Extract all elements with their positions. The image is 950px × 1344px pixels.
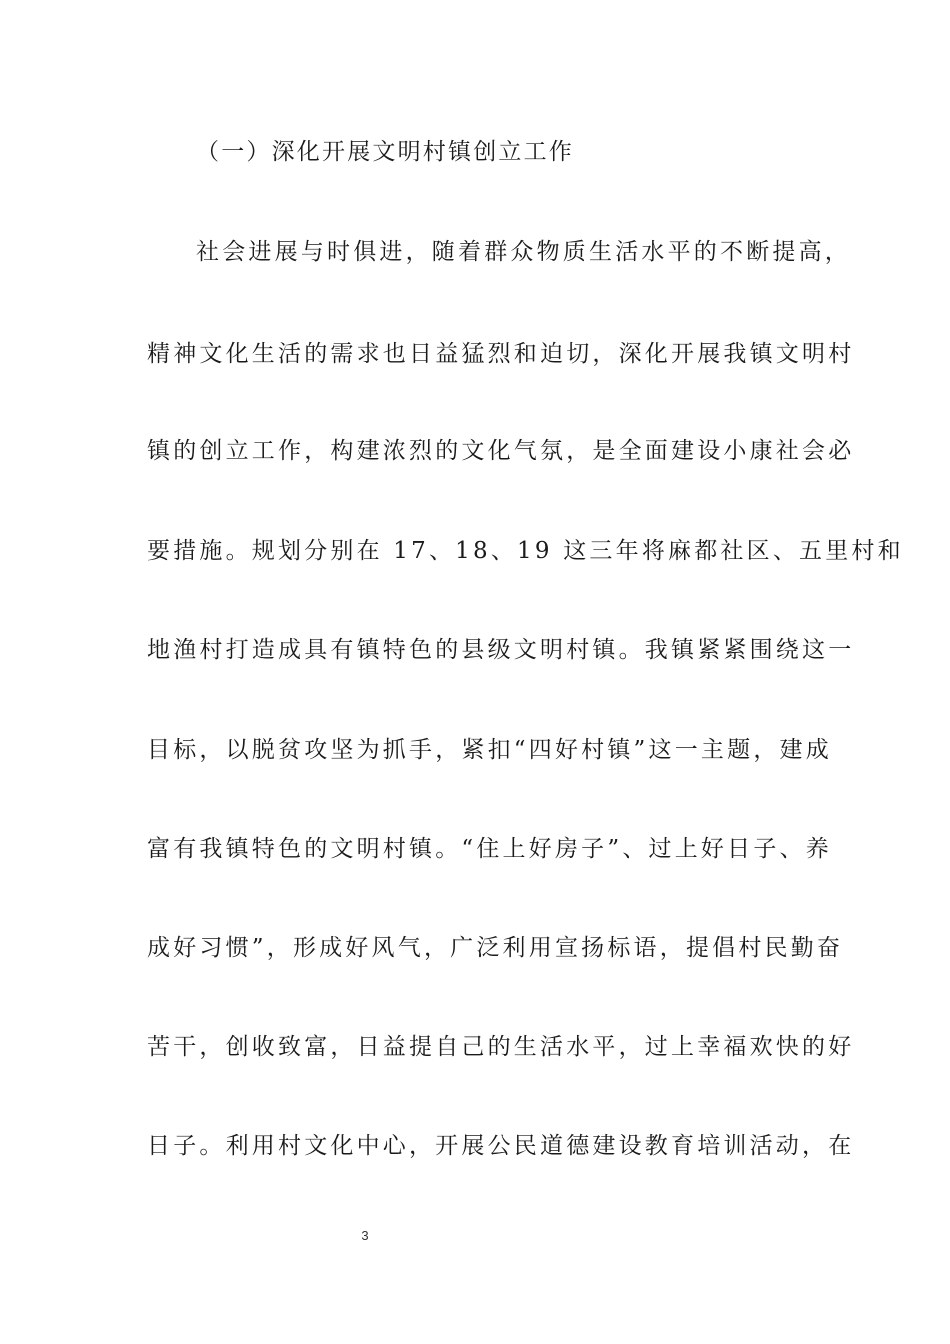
page-number: 3 (361, 1228, 369, 1243)
paragraph-line: 镇的创立工作，构建浓烈的文化气氛，是全面建设小康社会必 (147, 438, 855, 464)
paragraph-line: 富有我镇特色的文明村镇。“住上好房子”、过上好日子、养 (147, 836, 832, 862)
paragraph-line: 地渔村打造成具有镇特色的县级文明村镇。我镇紧紧围绕这一 (147, 637, 855, 663)
paragraph-line: 社会进展与时俱进，随着群众物质生活水平的不断提高， (196, 239, 851, 265)
paragraph-line: 精神文化生活的需求也日益猛烈和迫切，深化开展我镇文明村 (147, 341, 855, 367)
paragraph-line: 目标，以脱贫攻坚为抓手，紧扣“四好村镇”这一主题，建成 (147, 737, 832, 763)
paragraph-line: 日子。利用村文化中心，开展公民道德建设教育培训活动，在 (147, 1133, 855, 1159)
section-heading: （一）深化开展文明村镇创立工作 (196, 139, 574, 165)
paragraph-line: 要措施。规划分别在 17、18、19 这三年将麻都社区、五里村和 (147, 538, 904, 564)
paragraph-line: 苦干，创收致富，日益提自己的生活水平，过上幸福欢快的好 (147, 1034, 855, 1060)
paragraph-line: 成好习惯”，形成好风气，广泛利用宣扬标语，提倡村民勤奋 (147, 935, 844, 961)
